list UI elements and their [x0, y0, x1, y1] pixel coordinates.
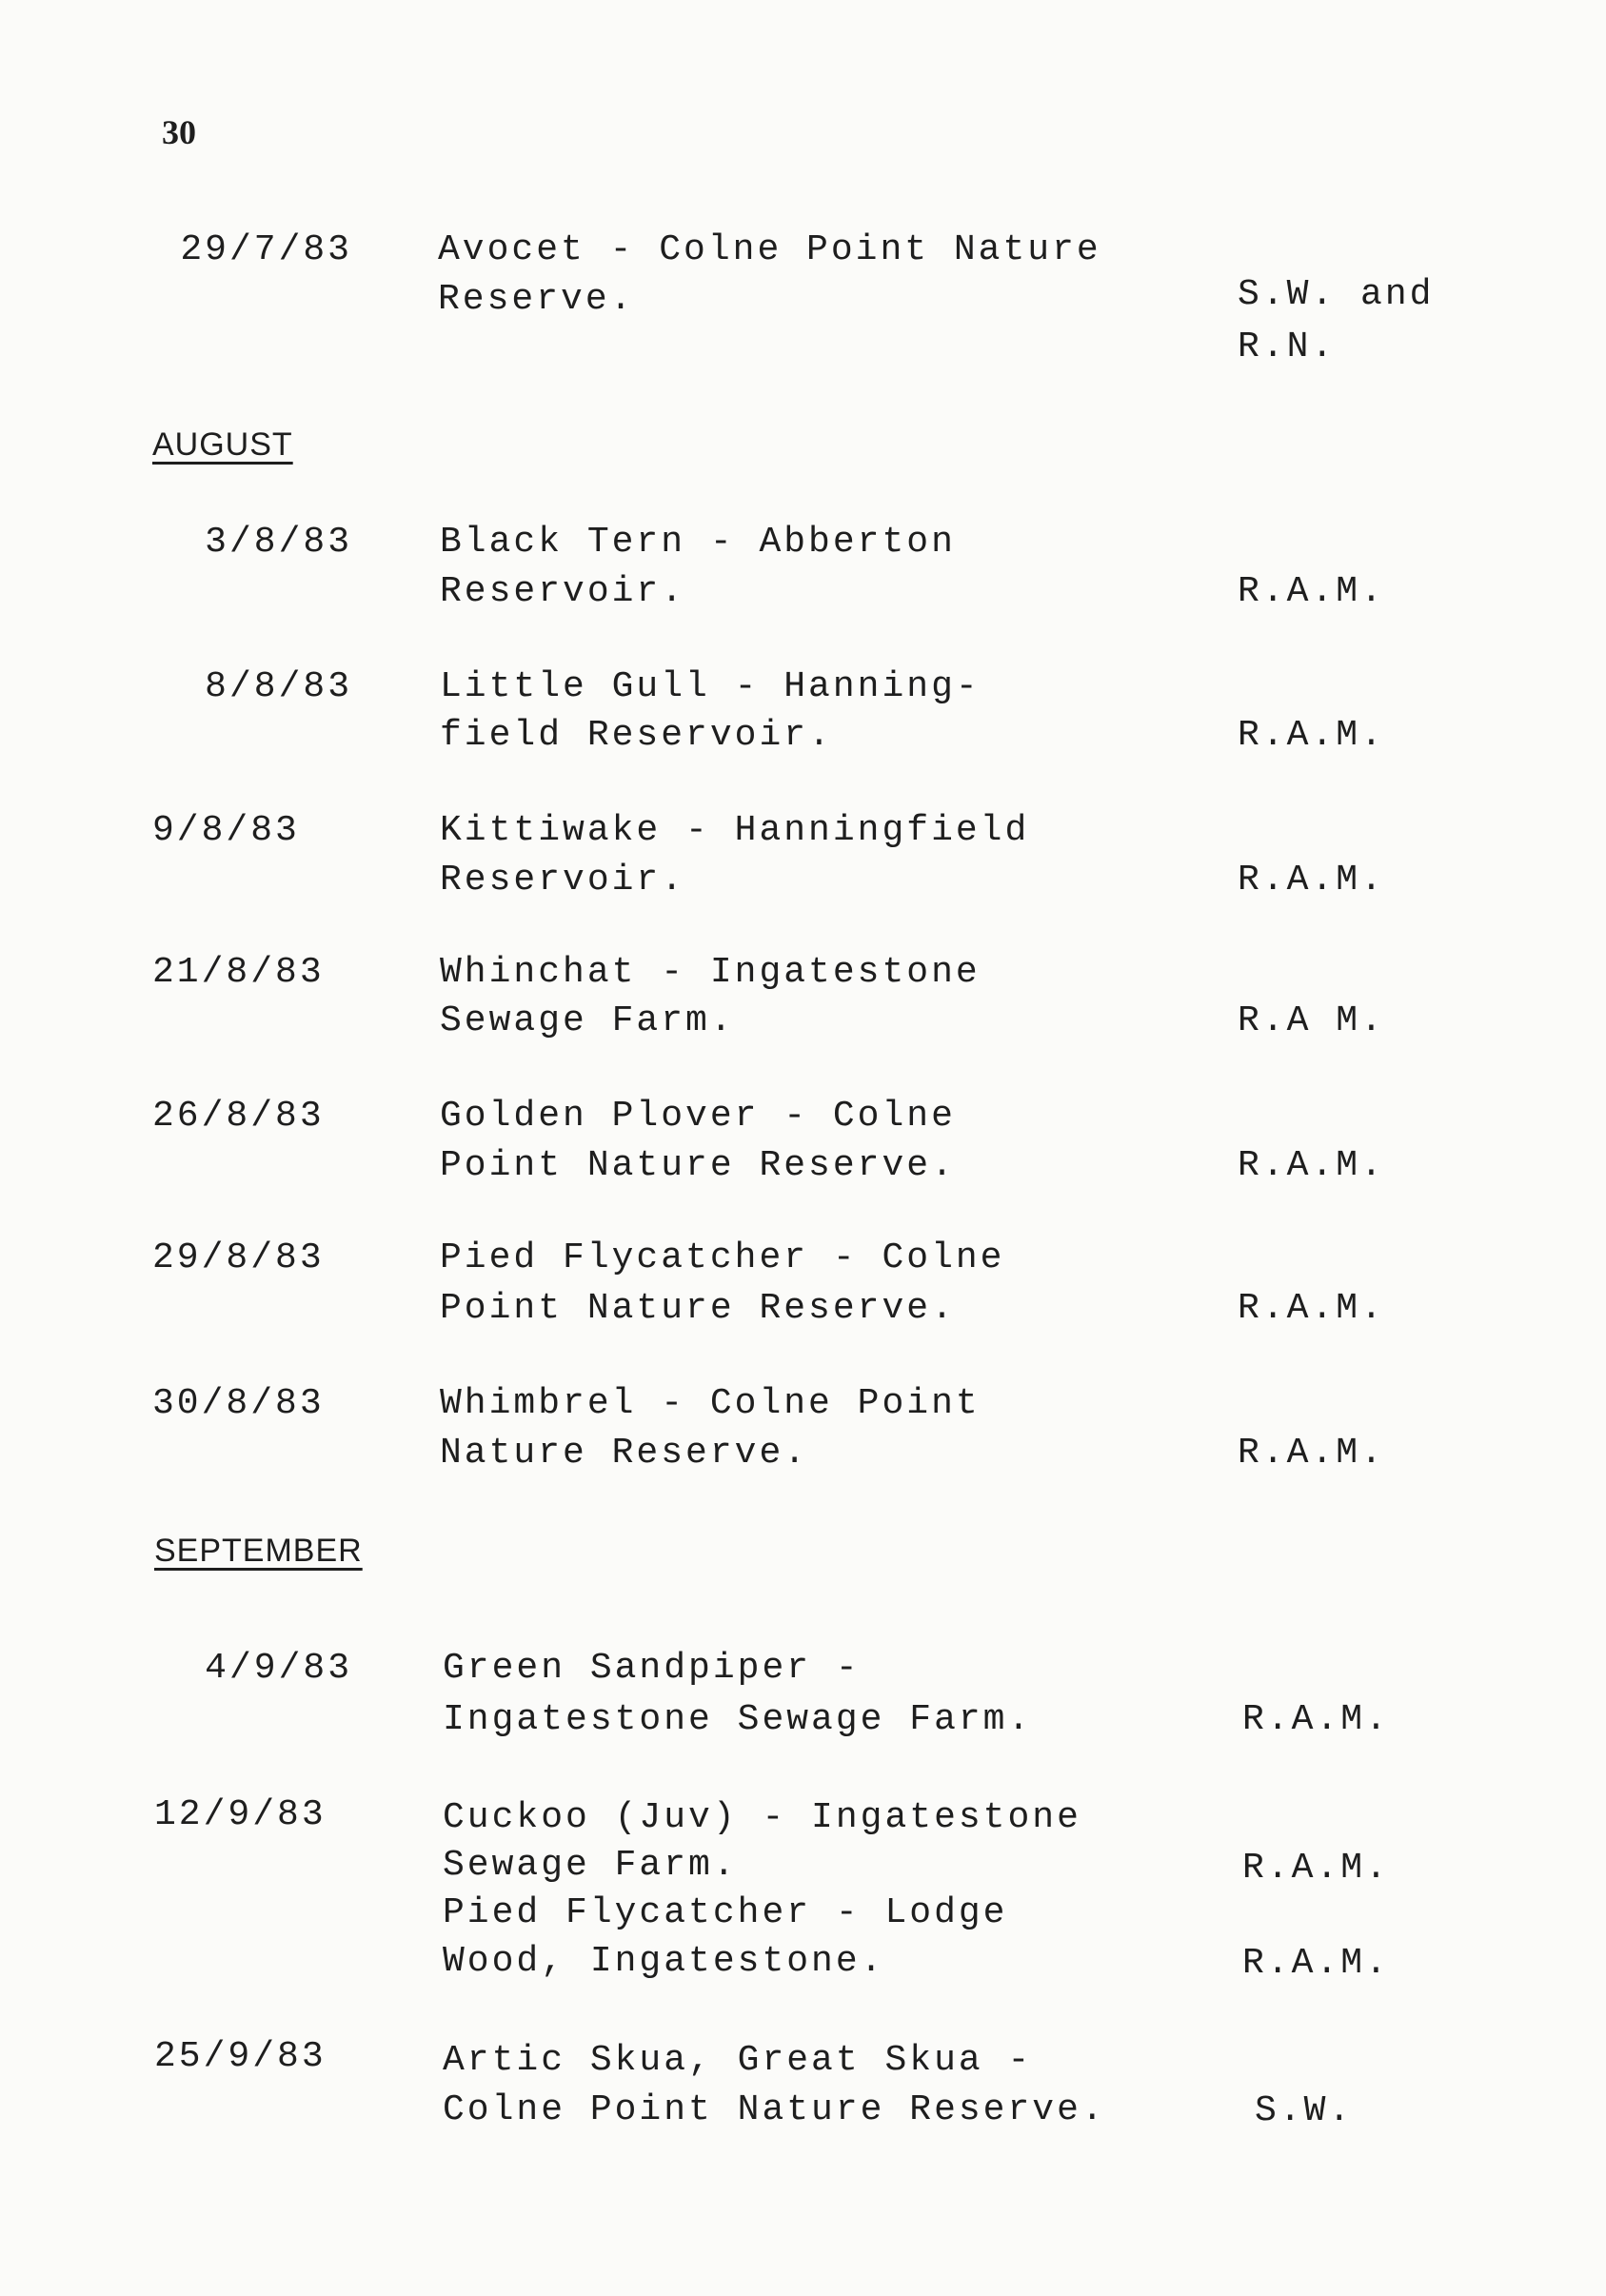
- entry-text-line: Pied Flycatcher - Lodge: [443, 1892, 1008, 1933]
- entry-text-line: Point Nature Reserve.: [440, 1145, 956, 1186]
- entry-text-line: Pied Flycatcher - Colne: [440, 1237, 1005, 1278]
- entry-observer: R.N.: [1238, 327, 1337, 367]
- entry-text-line: Reservoir.: [440, 571, 686, 612]
- entry-text-line: Green Sandpiper -: [443, 1648, 861, 1689]
- entry-text-line: Artic Skua, Great Skua -: [443, 2040, 1033, 2081]
- entry-date: 26/8/83: [152, 1096, 325, 1137]
- entry-observer: R.A.M.: [1238, 571, 1385, 612]
- entry-text-line: Avocet - Colne Point Nature: [438, 229, 1101, 270]
- entry-text-line: Kittiwake - Hanningfield: [440, 810, 1030, 851]
- entry-observer: R.A M.: [1238, 1000, 1385, 1041]
- entry-text-line: Black Tern - Abberton: [440, 522, 956, 563]
- entry-date: 21/8/83: [152, 952, 325, 993]
- entry-date: 29/8/83: [152, 1237, 325, 1278]
- entry-text-line: Reservoir.: [440, 860, 686, 901]
- entry-observer: R.A.M.: [1242, 1699, 1390, 1740]
- entry-date: 4/9/83: [205, 1648, 352, 1689]
- entry-date: 30/8/83: [152, 1383, 325, 1424]
- entry-text-line: Whimbrel - Colne Point: [440, 1383, 981, 1424]
- entry-text-line: Golden Plover - Colne: [440, 1096, 956, 1137]
- entry-text-line: Ingatestone Sewage Farm.: [443, 1699, 1033, 1740]
- entry-text-line: Sewage Farm.: [440, 1000, 735, 1041]
- entry-date: 9/8/83: [152, 810, 300, 851]
- entry-date: 29/7/83: [180, 229, 352, 270]
- entry-text-line: Colne Point Nature Reserve.: [443, 2089, 1106, 2130]
- entry-observer: S.W. and: [1238, 274, 1435, 315]
- entry-text-line: Sewage Farm.: [443, 1845, 738, 1886]
- entry-date: 3/8/83: [205, 522, 352, 563]
- entry-text-line: Point Nature Reserve.: [440, 1288, 956, 1329]
- entry-observer: S.W.: [1255, 2090, 1354, 2131]
- entry-text-line: Wood, Ingatestone.: [443, 1941, 885, 1982]
- entry-observer: R.A.M.: [1238, 1145, 1385, 1186]
- entry-date: 25/9/83: [154, 2036, 327, 2077]
- month-heading-september: SEPTEMBER: [154, 1533, 363, 1569]
- entry-text-line: Reserve.: [438, 279, 635, 320]
- entry-observer: R.A.M.: [1242, 1848, 1390, 1889]
- entry-date: 12/9/83: [154, 1794, 327, 1835]
- entry-observer: R.A.M.: [1238, 1433, 1385, 1474]
- entry-observer: R.A.M.: [1238, 715, 1385, 756]
- entry-observer: R.A.M.: [1242, 1943, 1390, 1984]
- entry-text-line: Nature Reserve.: [440, 1433, 809, 1474]
- entry-text-line: Cuckoo (Juv) - Ingatestone: [443, 1797, 1081, 1838]
- entry-observer: R.A.M.: [1238, 1288, 1385, 1329]
- month-heading-august: AUGUST: [152, 426, 293, 463]
- entry-date: 8/8/83: [205, 666, 352, 707]
- entry-text-line: field Reservoir.: [440, 715, 833, 756]
- entry-observer: R.A.M.: [1238, 860, 1385, 901]
- page-number: 30: [162, 113, 196, 151]
- entry-text-line: Whinchat - Ingatestone: [440, 952, 981, 993]
- entry-text-line: Little Gull - Hanning-: [440, 666, 981, 707]
